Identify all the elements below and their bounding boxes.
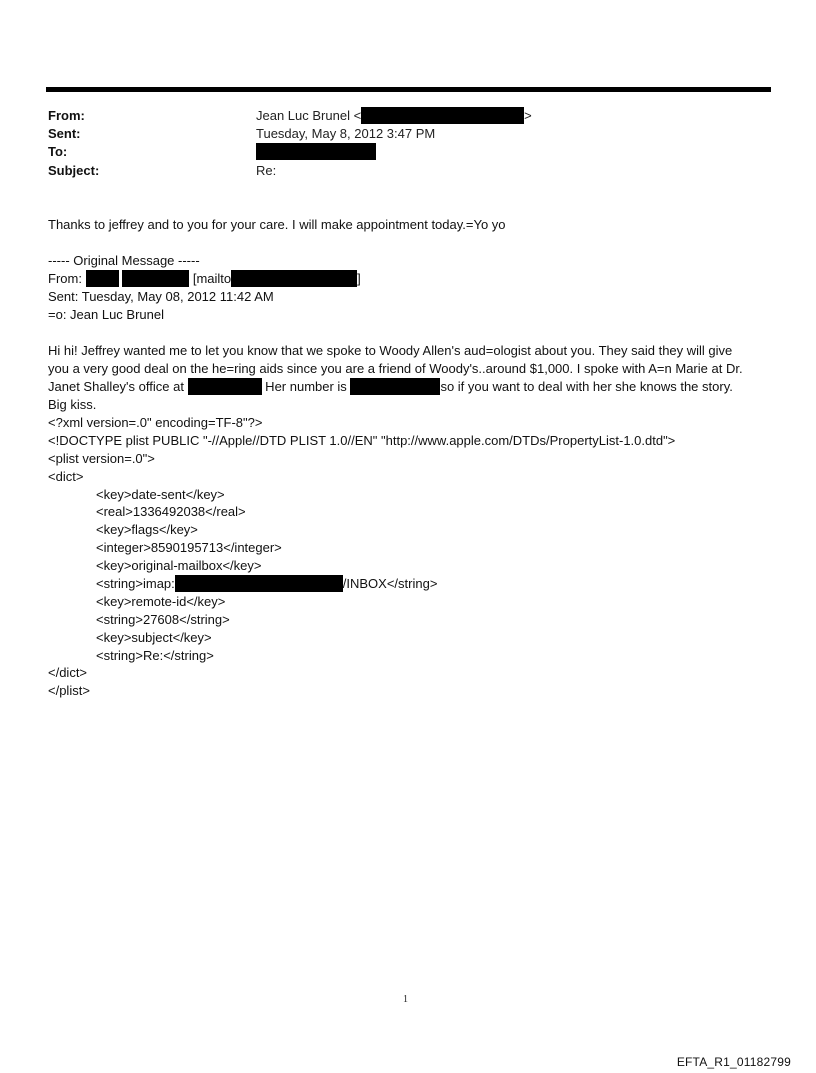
- redacted-block: [231, 270, 357, 287]
- to-value: [256, 143, 376, 161]
- subject-value: Re:: [256, 163, 277, 178]
- message-fragment: Janet Shalley's office at: [48, 379, 184, 394]
- redacted-block: [361, 107, 524, 124]
- plist-line: <plist version=.0">: [48, 451, 155, 466]
- plist-line: </dict>: [48, 665, 88, 680]
- plist-line: <key>remote-id</key>: [96, 594, 226, 609]
- original-divider: ----- Original Message -----: [48, 253, 200, 268]
- subject-label: Subject:: [48, 163, 100, 178]
- plist-line: <real>1336492038</real>: [96, 504, 246, 519]
- message-line: Hi hi! Jeffrey wanted me to let you know that we spoke to Woody Allen's aud=ologist about you. They said they will give: [48, 343, 733, 358]
- from-close: >: [524, 108, 532, 123]
- redacted-block: [86, 270, 119, 287]
- plist-line: <key>date-sent</key>: [96, 487, 225, 502]
- message-line: [48, 378, 733, 396]
- redacted-block: [175, 575, 343, 592]
- plist-line: [96, 575, 437, 593]
- original-from: [48, 270, 361, 288]
- message-line: you a very good deal on the he=ring aids since you are a friend of Woody's..around $1,000. I spoke with A=n Marie at Dr.: [48, 361, 743, 376]
- redacted-block: [350, 378, 440, 395]
- message-line: Big kiss.: [48, 397, 97, 412]
- plist-line: </plist>: [48, 683, 90, 698]
- plist-fragment: <string>imap:: [96, 576, 175, 591]
- sent-label: Sent:: [48, 126, 81, 141]
- original-sent: Sent: Tuesday, May 08, 2012 11:42 AM: [48, 289, 274, 304]
- bates-number: EFTA_R1_01182799: [676, 1055, 791, 1069]
- plist-line: <key>flags</key>: [96, 522, 198, 537]
- plist-line: <?xml version=.0" encoding=TF-8"?>: [48, 415, 263, 430]
- header-rule: [46, 87, 771, 92]
- to-label: To:: [48, 144, 68, 159]
- redacted-block: [256, 143, 376, 160]
- plist-line: <dict>: [48, 469, 84, 484]
- plist-line: <key>subject</key>: [96, 630, 212, 645]
- redacted-block: [188, 378, 262, 395]
- plist-line: <string>Re:</string>: [96, 648, 214, 663]
- plist-line: <string>27608</string>: [96, 612, 230, 627]
- plist-line: <!DOCTYPE plist PUBLIC "-//Apple//DTD PLIST 1.0//EN" "http://www.apple.com/DTDs/PropertyList-1.0.dtd">: [48, 433, 676, 448]
- plist-fragment: /INBOX</string>: [342, 576, 438, 591]
- message-fragment: so if you want to deal with her she knows the story.: [440, 379, 733, 394]
- from-value: [256, 107, 532, 125]
- page-number: 1: [403, 994, 408, 1005]
- original-from-prefix: From:: [48, 271, 82, 286]
- plist-line: <key>original-mailbox</key>: [96, 558, 262, 573]
- from-label: From:: [48, 108, 85, 123]
- reply-text: Thanks to jeffrey and to you for your care. I will make appointment today.=Yo yo: [48, 217, 506, 232]
- sent-value: Tuesday, May 8, 2012 3:47 PM: [256, 126, 436, 141]
- original-from-mailto: [mailto: [192, 271, 232, 286]
- message-fragment: Her number is: [261, 379, 347, 394]
- from-name: Jean Luc Brunel <: [256, 108, 362, 123]
- plist-line: <integer>8590195713</integer>: [96, 540, 282, 555]
- redacted-block: [122, 270, 189, 287]
- original-to: =o: Jean Luc Brunel: [48, 307, 164, 322]
- original-from-close: ]: [357, 271, 361, 286]
